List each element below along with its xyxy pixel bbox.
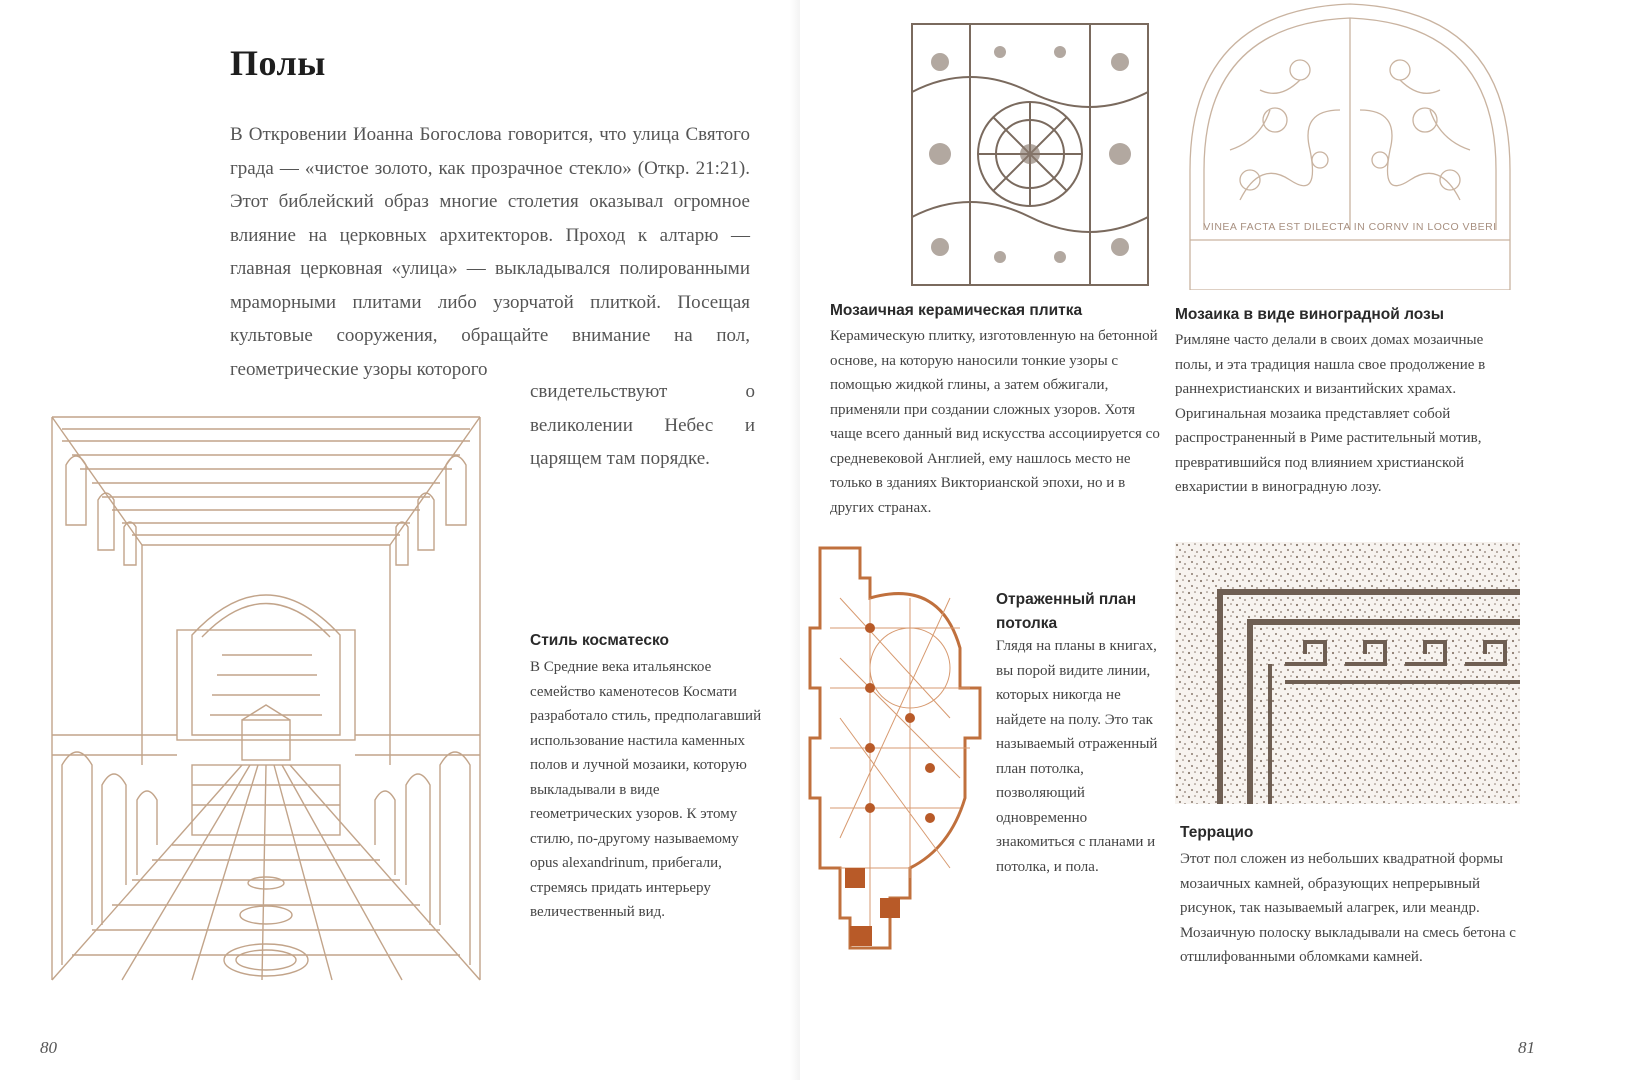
tile-caption-title: Мозаичная керамическая плитка [830,302,1083,319]
reflected-ceiling-plan-illustration [800,538,985,958]
page-number-right: 81 [1518,1038,1535,1057]
terrazzo-caption-title: Террацио [1180,824,1254,841]
intro-paragraph-continuation: свидетельствуют о великолении Небес и царящем там порядке. [530,381,755,469]
plan-caption-text: Глядя на планы в книгах, вы порой видите линии, которых никогда не найдете на полу. Это так называемый отраженный план потолка, позволяющий одновременно знакомиться с планами и потолка, и пола. [996,638,1158,875]
terrazzo-illustration [1175,542,1520,804]
left-page [0,0,800,1080]
page-number-left: 80 [40,1038,57,1057]
ceramic-tile-illustration [910,22,1150,287]
vine-mosaic-illustration [1180,0,1520,290]
plan-caption-title: Отраженный план потолка [996,591,1137,632]
right-page [800,0,1627,1080]
cosmatesque-caption-title: Стиль косматеско [530,632,669,649]
cosmatesque-caption-text: В Средние века итальянское семейство каменотесов Космати разработало стиль, предполагавший использование настила каменных полов и лучной мозаики, которую выкладывали в виде геометрических узоров. К этому стилю, по-другому называемому opus alexandrinum, прибегали, стремясь придать интерьеру величественный вид. [530,659,762,920]
vine-caption-title: Мозаика в виде виноградной лозы [1175,306,1444,323]
vine-caption-text: Римляне часто делали в своих домах мозаичные полы, и эта традиция нашла свое продолжение в раннехристианских и византийских храмах. Оригинальная мозаика представляет собой распространенный в Риме растительный мотив, превратившийся под влиянием христианской евхаристии в виноградную лозу. [1175,332,1486,495]
intro-paragraph: В Откровении Иоанна Богослова говорится, что улица Святого града — «чистое золото, как прозрачное стекло» (Откр. 21:21). Этот библейский образ многие столетия оказывал огромное влияние на церковных архитекторов. Проход к алтарю — главная церковная «улица» — выкладывался полированными мраморными плитами либо узорчатой плиткой. Посещая культовые сооружения, обращайте внимание на пол, геометрические узоры которого [230,124,750,380]
terrazzo-caption-text: Этот пол сложен из небольших квадратной формы мозаичных камней, образующих непрерывный рисунок, так называемый алагрек, или меандр. Мозаичную полоску выкладывали на смесь бетона с отшлифованными обломками камней. [1180,851,1516,965]
vine-mosaic-inscription: VINEA FACTA EST DILECTA IN CORNV IN LOCO VBERI [1203,221,1497,233]
page-title: Полы [230,43,326,83]
basilica-interior-illustration [42,405,490,985]
tile-caption-text: Керамическую плитку, изготовленную на бетонной основе, на которую наносили тонкие узоры с помощью жидкой глины, а затем обжигали, применяли при создании сложных узоров. Хотя чаще всего данный вид искусства ассоциируется со средневековой Англией, ему нашлось место не только в зданиях Викторианской эпохи, но и в других странах. [830,328,1160,516]
